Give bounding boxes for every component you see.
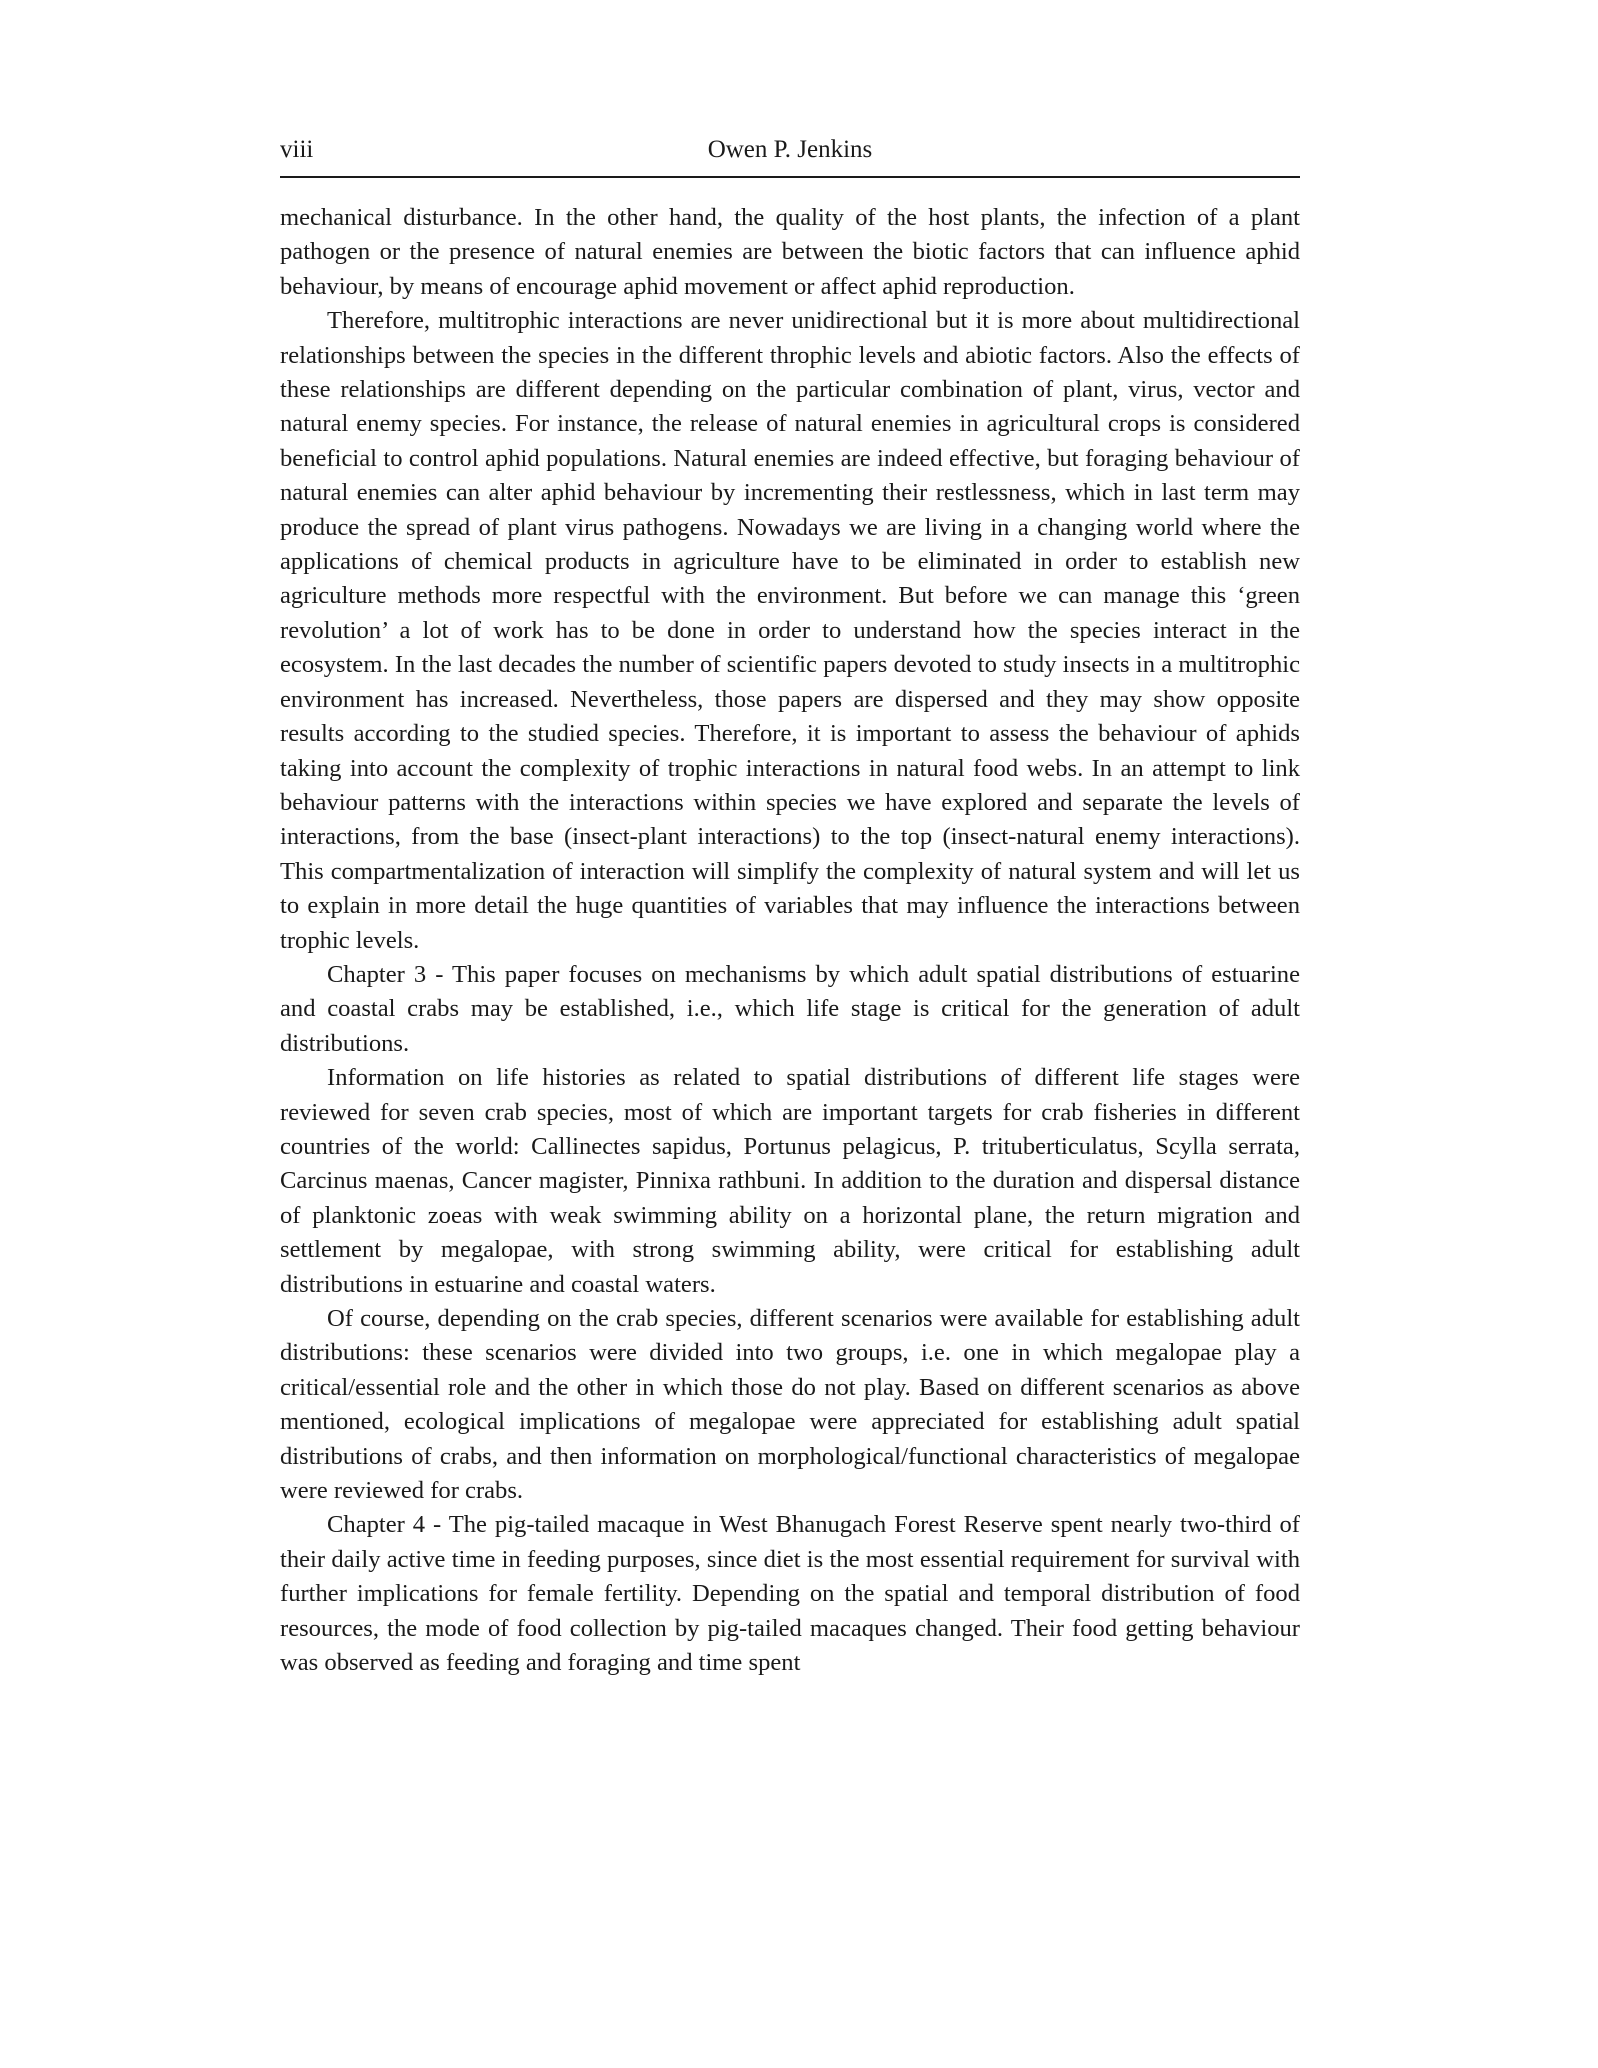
- paragraph-continued: mechanical disturbance. In the other hand, the quality of the host plants, the infection of a plant pathogen or the presence of natural enemies are between the biotic factors that can influence aphid behaviour, by means of encourage aphid movement or affect aphid reproduction.: [280, 204, 1300, 300]
- running-title: Owen P. Jenkins: [707, 136, 873, 163]
- page-number: viii: [280, 136, 314, 163]
- header-rule: [280, 176, 1300, 178]
- paragraph: Therefore, multitrophic interactions are never unidirectional but it is more about multidirectional relationships between the species in the different throphic levels and abiotic factors. Also the effects of these relationships are different depending on the particular combination of plant, virus, vector and natural enemy species. For instance, the release of natural enemies in agricultural crops is considered beneficial to control aphid populations. Natural enemies are indeed effective, but foraging behaviour of natural enemies can alter aphid behaviour by incrementing their restlessness, which in last term may produce the spread of plant virus pathogens. Nowadays we are living in a changing world where the applications of chemical products in agriculture have to be eliminated in order to establish new agriculture methods more respectful with the environment. But before we can manage this ‘green revolution’ a lot of work has to be done in order to understand how the species interact in the ecosystem. In the last decades the number of scientific papers devoted to study insects in a multitrophic environment has increased. Nevertheless, those papers are dispersed and they may show opposite results according to the studied species. Therefore, it is important to assess the behaviour of aphids taking into account the complexity of trophic interactions in natural food webs. In an attempt to link behaviour patterns with the interactions within species we have explored and separate the levels of interactions, from the base (insect-plant interactions) to the top (insect-natural enemy interactions). This compartmentalization of interaction will simplify the complexity of natural system and will let us to explain in more detail the huge quantities of variables that may influence the interactions between trophic levels.: [280, 307, 1300, 954]
- book-page: [280, 130, 1300, 1680]
- paragraph-chapter-3: Chapter 3 - This paper focuses on mechanisms by which adult spatial distributions of estuarine and coastal crabs may be established, i.e., which life stage is critical for the generation of adult distributions.: [280, 960, 1300, 1057]
- paragraph-chapter-4: Chapter 4 - The pig-tailed macaque in West Bhanugach Forest Reserve spent nearly two-third of their daily active time in feeding purposes, since diet is the most essential requirement for survival with further implications for female fertility. Depending on the spatial and temporal distribution of food resources, the mode of food collection by pig-tailed macaques changed. Their food getting behaviour was observed as feeding and foraging and time spent: [280, 1511, 1300, 1677]
- body-text: [280, 201, 1300, 1680]
- paragraph: Information on life histories as related to spatial distributions of different life stages were reviewed for seven crab species, most of which are important targets for crab fisheries in different countries of the world: Callinectes sapidus, Portunus pelagicus, P. trituberticulatus, Scylla serrata, Carcinus maenas, Cancer magister, Pinnixa rathbuni. In addition to the duration and dispersal distance of planktonic zoeas with weak swimming ability on a horizontal plane, the return migration and settlement by megalopae, with strong swimming ability, were critical for establishing adult distributions in estuarine and coastal waters.: [280, 1064, 1300, 1298]
- paragraph: Of course, depending on the crab species, different scenarios were available for establishing adult distributions: these scenarios were divided into two groups, i.e. one in which megalopae play a critical/essential role and the other in which those do not play. Based on different scenarios as above mentioned, ecological implications of megalopae were appreciated for establishing adult spatial distributions of crabs, and then information on morphological/functional characteristics of megalopae were reviewed for crabs.: [280, 1305, 1300, 1505]
- running-header: [280, 130, 1300, 170]
